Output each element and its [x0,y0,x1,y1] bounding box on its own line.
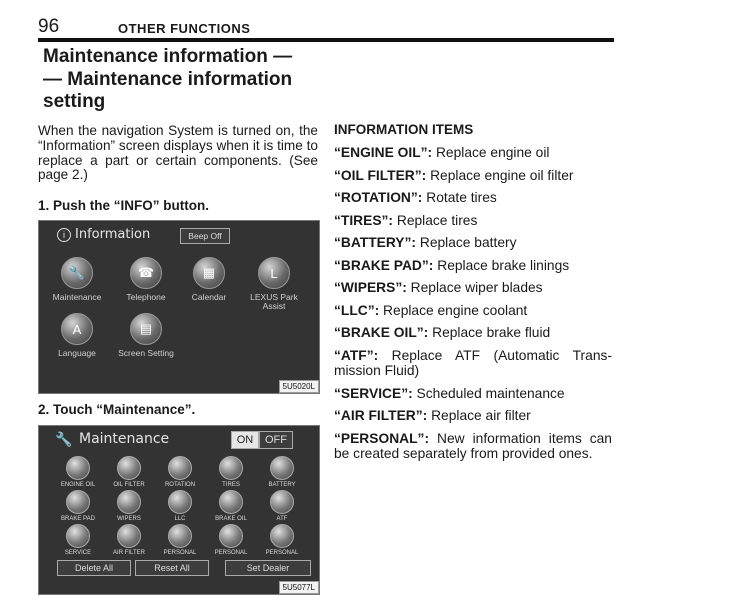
title-line-3: setting [43,91,106,112]
item-key: “OIL FILTER”: [334,167,427,183]
information-item [334,213,612,229]
maintenance-item-label: WIPERS [117,516,141,522]
item-description: Replace engine coolant [379,302,528,318]
maintenance-item-label: LLC [174,516,186,522]
item-description: Replace engine oil filter [426,167,574,183]
maintenance-item-label: AIR FILTER [113,550,145,556]
screen-setting-icon: ▤ [130,313,162,345]
item-key: “BRAKE OIL”: [334,325,429,340]
info-tile[interactable] [244,257,304,311]
info-tile[interactable] [47,313,107,358]
maintenance-item-icon [219,456,243,480]
tile-label: Maintenance [52,292,102,302]
maintenance-item-icon [168,456,192,480]
information-items-heading: INFORMATION ITEMS [334,122,474,137]
maintenance-item-label: BRAKE OIL [215,516,247,522]
information-item [334,431,612,462]
information-item [334,386,612,402]
item-key: “LLC”: [334,302,380,318]
information-title: Information [75,227,151,242]
information-item [334,303,612,319]
information-item [334,235,612,251]
tile-label: LEXUS Park Assist [250,292,298,311]
maintenance-item-icon [219,490,243,514]
maintenance-item-label: BRAKE PAD [61,516,95,522]
maintenance-item-label: PERSONAL [163,550,197,556]
maintenance-item-tile[interactable] [53,524,103,556]
off-toggle[interactable]: OFF [259,431,293,449]
item-key: “WIPERS”: [334,280,407,295]
item-key: “ATF”: [334,347,379,363]
item-key: “ROTATION”: [334,190,423,205]
tile-label: Telephone [126,292,166,302]
wrench-icon: 🔧 [55,431,73,447]
item-key: “ENGINE OIL”: [334,145,433,160]
page-title [43,46,333,114]
item-description: Rotate tires [422,190,497,205]
maintenance-item-tile[interactable] [257,524,307,556]
title-line-2: — Maintenance information [43,68,293,90]
information-items-list [334,145,612,469]
maintenance-item-icon [117,524,141,548]
maintenance-item-icon [117,490,141,514]
item-description: Replace brake linings [433,257,570,273]
maintenance-item-label: ENGINE OIL [60,482,96,488]
maintenance-item-icon [270,524,294,548]
item-description: Replace brake fluid [428,325,551,340]
maintenance-item-tile[interactable] [53,490,103,522]
information-item [334,168,612,184]
on-toggle[interactable]: ON [231,431,259,449]
information-item [334,258,612,274]
maintenance-item-tile[interactable] [206,490,256,522]
figure-code: 5U5020L [279,380,319,393]
maintenance-screen [38,425,320,595]
lexus-icon: L [258,257,290,289]
item-key: “BRAKE PAD”: [334,257,434,273]
maintenance-item-tile[interactable] [104,456,154,488]
language-icon: A [61,313,93,345]
wrench-icon: 🔧 [61,257,93,289]
maintenance-item-icon [66,490,90,514]
tile-label: Screen Setting [118,348,174,358]
maintenance-item-icon [168,524,192,548]
maintenance-item-icon [168,490,192,514]
item-description: Replace tires [393,212,478,228]
figure-code: 5U5077L [279,581,319,594]
maintenance-item-label: ATF [276,516,288,522]
maintenance-item-icon [66,524,90,548]
information-screen [38,220,320,394]
information-item [334,408,612,424]
item-key: “PERSONAL”: [334,430,430,446]
delete-all-button[interactable]: Delete All [57,560,131,576]
step-1: 1. Push the “INFO” button. [38,198,209,213]
tile-label: Language [58,348,96,358]
step-2: 2. Touch “Maintenance”. [38,402,196,417]
information-item [334,280,612,296]
set-dealer-button[interactable]: Set Dealer [225,560,311,576]
header-rule [38,38,614,42]
maintenance-item-tile[interactable] [104,490,154,522]
maintenance-item-label: ROTATION [164,482,196,488]
information-item [334,145,612,161]
maintenance-item-icon [66,456,90,480]
item-description: Replace engine oil [432,145,550,160]
page-number: 96 [38,16,60,37]
info-tile[interactable] [116,257,176,302]
title-line-1: Maintenance information — [43,46,293,67]
maintenance-item-label: PERSONAL [214,550,248,556]
maintenance-item-tile[interactable] [206,524,256,556]
item-description: Scheduled maintenance [412,385,565,401]
tile-label: Calendar [191,292,227,302]
information-item [334,190,612,206]
maintenance-item-label: SERVICE [64,550,92,556]
maintenance-title: Maintenance [79,431,170,447]
item-key: “AIR FILTER”: [334,408,428,423]
maintenance-item-tile[interactable] [155,524,205,556]
beep-off-button[interactable]: Beep Off [180,228,230,244]
intro-paragraph: When the navigation System is turned on, the “Information” screen displays when it is time to replace a part or certain components. (See page 2.) [38,123,318,183]
maintenance-item-tile[interactable] [257,456,307,488]
information-item [334,348,612,379]
item-description: New information items can be created separately from provided ones. [334,430,612,461]
maintenance-item-label: BATTERY [268,482,296,488]
information-item [334,325,612,341]
item-description: Replace battery [416,235,517,250]
maintenance-item-tile[interactable] [206,456,256,488]
maintenance-item-tile[interactable] [257,490,307,522]
item-key: “TIRES”: [334,212,394,228]
maintenance-item-label: TIRES [222,482,240,488]
maintenance-item-icon [270,456,294,480]
maintenance-item-icon [117,456,141,480]
item-description: Replace ATF (Automatic Transmission Fluid) [334,347,612,378]
section-title: OTHER FUNCTIONS [118,21,251,36]
info-tile[interactable] [47,257,107,302]
item-description: Replace wiper blades [406,280,543,295]
maintenance-item-tile[interactable] [104,524,154,556]
maintenance-item-tile[interactable] [155,456,205,488]
item-key: “BATTERY”: [334,235,417,250]
info-icon: i [57,228,71,242]
maintenance-item-label: OIL FILTER [113,482,145,488]
telephone-icon: ☎ [130,257,162,289]
info-tile[interactable] [179,257,239,302]
reset-all-button[interactable]: Reset All [135,560,209,576]
info-tile[interactable] [116,313,176,358]
maintenance-item-icon [270,490,294,514]
maintenance-item-icon [219,524,243,548]
calendar-icon: ▦ [193,257,225,289]
maintenance-item-tile[interactable] [53,456,103,488]
maintenance-item-tile[interactable] [155,490,205,522]
maintenance-item-label: PERSONAL [265,550,299,556]
item-description: Replace air filter [427,408,531,423]
item-key: “SERVICE”: [334,385,413,401]
